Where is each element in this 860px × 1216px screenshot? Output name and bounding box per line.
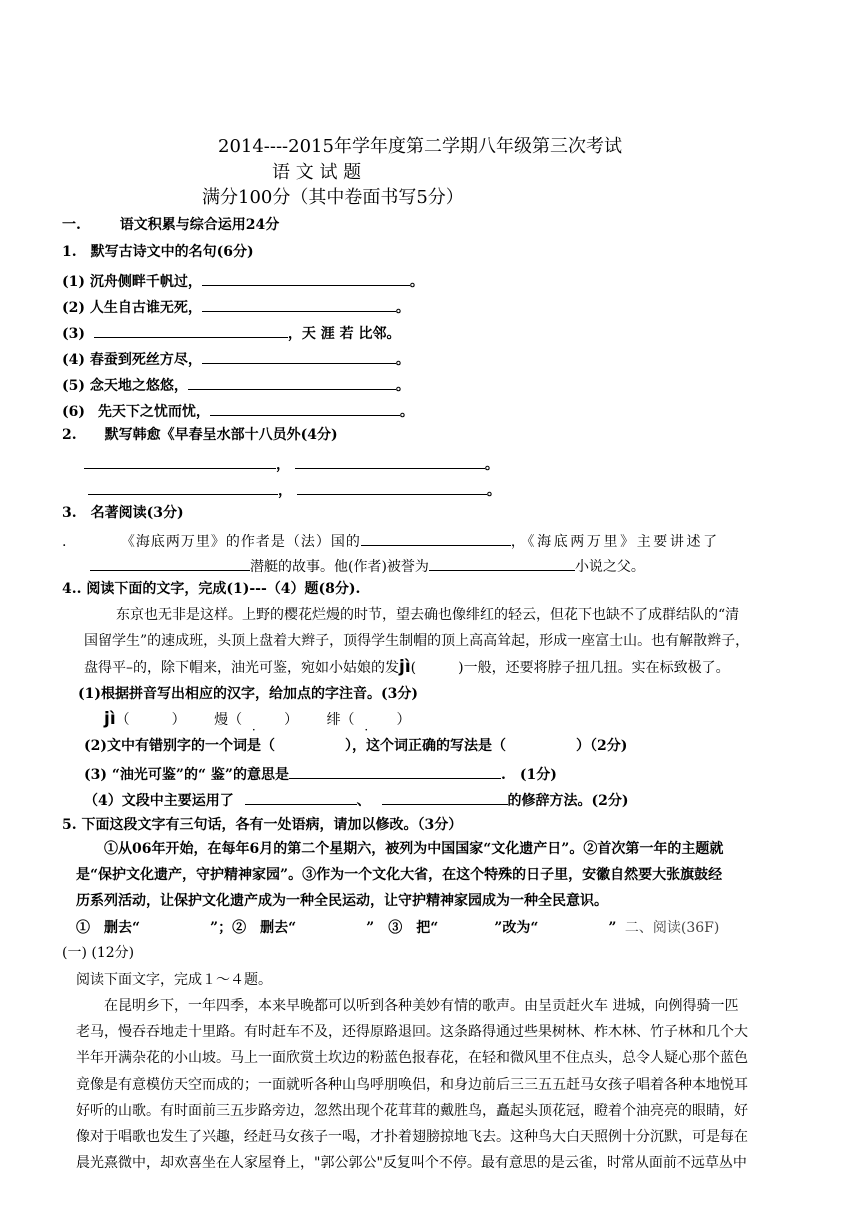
passage-line [84, 658, 730, 677]
q2-title: 2. 默写韩愈《早春呈水部十八员外(4分) [62, 427, 338, 443]
q1-num: (2) [62, 300, 85, 316]
q2-end: 。 [486, 483, 501, 499]
q5-title: 5. 下面这段文字有三句话，各有一处语病，请加以修改。（3分） [62, 817, 463, 833]
q4-sub3-text: . (1分) [500, 767, 557, 783]
q1-end: 。 [395, 352, 410, 368]
q1-item [62, 400, 414, 421]
q1-end: 。 [395, 378, 410, 394]
q2-line [84, 453, 499, 474]
answer-blank[interactable] [297, 479, 487, 495]
q1-num: (6) [62, 404, 85, 420]
q3-line1 [62, 530, 720, 551]
q1-num: (1) [62, 274, 85, 290]
answer-blank[interactable] [361, 530, 511, 546]
q3-title: 3. 名著阅读(3分) [62, 505, 184, 521]
reading-line: 好听的山歌。有时面前三五步路旁边，忽然出现个花茸茸的戴胜鸟，矗起头顶花冠，瞪着个油亮亮的眼睛，好 [76, 1103, 748, 1119]
q1-text: 春蚕到死丝方尽， [89, 352, 202, 368]
q3-dot: . [62, 534, 67, 550]
reading-line: 半年开满杂花的小山坡。马上一面欣赏土坎边的粉蓝色报春花，在轻和微风里不住点头，总令人疑心那个蓝色 [76, 1050, 748, 1066]
q2-comma: ， [278, 483, 292, 499]
answer-blank[interactable] [202, 270, 410, 286]
passage-text: ( )一般，还要将脖子扭几扭。实在标致极了。 [410, 660, 730, 676]
q1-item [62, 374, 410, 395]
answer-slot[interactable]: 熳（ ） · [214, 712, 298, 728]
answer-blank[interactable] [295, 453, 485, 469]
reading-line: 老马，慢吞吞地走十里路。有时赶车不及，还得原路退回。这条路得通过些果树林、柞木林、竹子林和几个大 [76, 1024, 748, 1040]
pinyin-ji: jì [399, 657, 411, 677]
q1-end: 。 [395, 300, 410, 316]
score-note: 满分100分（其中卷面书写5分） [202, 187, 464, 208]
q1-item [62, 296, 410, 317]
q1-item [62, 322, 401, 343]
passage-line: 东京也无非是这样。上野的樱花烂熳的时节，望去确也像绯红的轻云，但花下也缺不了成群结队的“清 [116, 607, 740, 623]
answer-blank[interactable] [202, 348, 396, 364]
passage-text: 盘得平–的，除下帽来，油光可鉴，宛如小姑娘的发 [84, 660, 399, 676]
section2-heading: 二、阅读(36F) [624, 920, 720, 936]
answer-blank[interactable] [90, 555, 250, 571]
answer-blank[interactable] [210, 400, 400, 416]
section1-title: 语文积累与综合运用24分 [119, 217, 280, 233]
q4-sub1: (1)根据拼音写出相应的汉字，给加点的字注音。(3分) [78, 686, 418, 702]
pinyin-ji: jì [104, 709, 116, 729]
q3-text: 小说之父。 [574, 559, 645, 575]
q5-answer-line [76, 919, 719, 937]
q4-sub2: (2)文中有错别字的一个词是（ ），这个词正确的写法是（ ）（2分) [84, 738, 628, 754]
q1-num: (5) [62, 378, 85, 394]
q3-line2 [90, 555, 645, 576]
q1-end: 。 [399, 404, 414, 420]
answer-blank[interactable] [382, 789, 508, 805]
q3-text: ，《海底两万里》主要讲述了 [510, 534, 720, 550]
section1-heading [62, 216, 279, 234]
q5-line: 是“保护文化遗产，守护精神家园”。③作为一个文化大省，在这个特殊的日子里，安徽自然要大张旗鼓经 [76, 867, 723, 883]
reading-instruction: 阅读下面文字，完成１～４题。 [76, 972, 272, 988]
section1-label: 一. [62, 217, 81, 233]
answer-blank[interactable] [88, 479, 278, 495]
q4-title: 4.. 阅读下面的文字，完成(1)---（4）题(8分). [62, 581, 361, 597]
q4-sub4 [84, 789, 629, 810]
reading-line: 竟像是有意模仿天空而成的；一面就听各种山鸟呼朋唤侣，和身边前后三三五五赶马女孩子唱着各种本地悦耳 [76, 1077, 748, 1093]
q1-text: 沉舟侧畔千帆过， [89, 274, 202, 290]
q1-text: 先天下之忧而忧， [97, 404, 210, 420]
answer-slot[interactable]: 绯（ ） · [327, 712, 411, 728]
answer-blank[interactable] [245, 789, 357, 805]
q1-num: (4) [62, 352, 85, 368]
q1-text: 念天地之悠悠， [89, 378, 188, 394]
q4-sub3-text: (3) “油光可鉴”的“ 鉴”的意思是 [84, 767, 289, 783]
answer-blank[interactable] [429, 555, 575, 571]
q4-sub4-text: 、 [356, 793, 371, 809]
subject-title: 语 文 试 题 [272, 162, 362, 183]
q5-line: ①从06年开始，在每年6月的第二个星期六，被列为中国国家“文化遗产日”。②首次第一年的主题就 [104, 841, 724, 857]
answer-blank[interactable] [289, 763, 501, 779]
q4-sub3 [84, 763, 557, 784]
q1-text: ，天 涯 若 比邻。 [287, 326, 401, 342]
q4-sub4-text: 的修辞方法。(2分) [507, 793, 629, 809]
q2-end: 。 [484, 457, 499, 473]
q1-title: 1. 默写古诗文中的名句(6分) [62, 244, 254, 260]
q4-sub1-items [104, 710, 411, 729]
q1-num: (3) [62, 326, 85, 342]
q3-text: 《海底两万里》的作者是（法）国的 [120, 534, 361, 550]
q4-sub4-text: （4）文段中主要运用了 [84, 793, 234, 809]
q5-answer-text: ① 删去“ ”；② 删去“ ” ③ 把“ ”改为“ ” [76, 920, 617, 936]
q2-comma: ， [276, 457, 290, 473]
answer-blank[interactable] [188, 374, 396, 390]
reading-part: (一) (12分) [62, 945, 135, 961]
answer-blank[interactable] [84, 453, 276, 469]
q5-line: 历系列活动，让保护文化遗产成为一种全民运动，让守护精神家园成为一种全民意识。 [76, 893, 608, 909]
answer-slot[interactable]: （ ） [115, 712, 186, 728]
q1-text: 人生自古谁无死， [89, 300, 202, 316]
reading-line: 像对于唱歌也发生了兴趣，经赶马女孩子一喝，才扑着翅膀掠地飞去。这种鸟大白天照例十分沉默，可是每在 [76, 1129, 748, 1145]
q1-item [62, 270, 424, 291]
reading-line: 在昆明乡下，一年四季，本来早晚都可以听到各种美妙有情的歌声。由呈贡赶火车 进城，向例得骑一匹 [104, 998, 739, 1014]
q3-text: 潜艇的故事。他(作者)被誉为 [250, 559, 429, 575]
reading-line: 晨光熹微中，却欢喜坐在人家屋脊上，"郭公郭公"反复叫个不停。最有意思的是云雀，时常从面前不远草丛中 [76, 1155, 747, 1171]
q1-end: 。 [409, 274, 424, 290]
exam-title: 2014----2015年学年度第二学期八年级第三次考试 [218, 136, 622, 157]
q1-item [62, 348, 410, 369]
answer-blank[interactable] [202, 296, 396, 312]
passage-line: 国留学生”的速成班，头顶上盘着大辫子，顶得学生制帽的顶上高高耸起，形成一座富士山。也有解散辫子， [84, 633, 750, 649]
answer-blank[interactable] [94, 322, 288, 338]
q2-line [88, 479, 501, 500]
